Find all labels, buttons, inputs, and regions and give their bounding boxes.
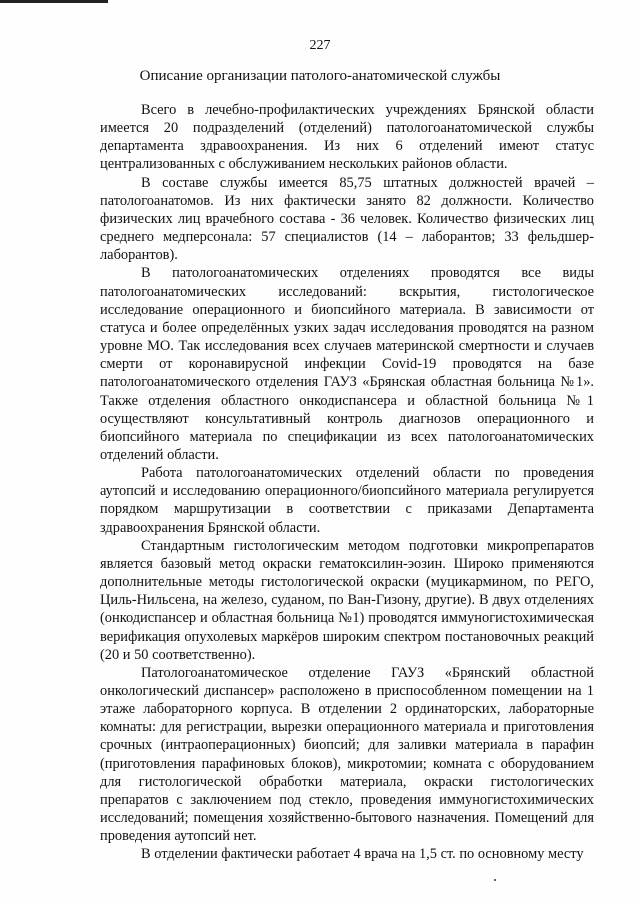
paragraph: В составе службы имеется 85,75 штатных должностей врачей – патологоанатомов. Из них фактически занято 82 должности. Количество физических лиц врачебного состава - 36 человек. Количество физических лиц среднего медперсонала: 57 специалистов (14 – лаборантов; 33 фельдшер-лаборантов). [100, 174, 594, 264]
paragraph: Патологоанатомическое отделение ГАУЗ «Брянский областной онкологический диспансер» расположено в приспособленном помещении на 1 этаже лабораторного корпуса. В отделении 2 ординаторских, лабораторные комнаты: для регистрации, вырезки операционного материала и приготовления срочных (интраоперационных) биопсий; для заливки материала в парафин (приготовления парафиновых блоков), микротомии; комната с оборудованием для гистологической обработки материала, окраски гистологических препаратов с заключением под стекло, проведения иммуногистохимических исследований; помещения хозяйственно-бытового назначения. Помещений для проведения аутопсий нет. [100, 664, 594, 845]
top-edge-rule [0, 0, 108, 3]
paragraph: Всего в лечебно-профилактических учреждениях Брянской области имеется 20 подразделений (отделений) патологоанатомической службы департамента здравоохранения. Из них 6 отделений имеют статус централизованных с обслуживанием нескольких районов области. [100, 102, 594, 173]
paragraph: Работа патологоанатомических отделений области по проведения аутопсий и исследованию операционного/биопсийного материала регулируется порядком маршрутизации в соответствии с приказами Департамента здравоохранения Брянской области. [100, 465, 594, 536]
paragraph: В отделении фактически работает 4 врача на 1,5 ст. по основному месту [141, 846, 584, 863]
document-body [100, 101, 594, 864]
paragraph: Стандартным гистологическим методом подготовки микропрепаратов является базовый метод окраски гематоксилин-эозин. Широко применяются дополнительные методы гистологической окраски (муцикармином, по РЕГО, Циль-Нильсена, на железо, суданом, по Ван-Гизону, другие). В двух отделениях (онкодиспансер и областная больница №1) проводятся иммуногистохимическая верификация опухолевых маркёров широким спектром постановочных реакций (20 и 50 соответственно). [100, 537, 594, 663]
paragraph: В патологоанатомических отделениях проводятся все виды патологоанатомических исследований: вскрытия, гистологическое исследование операционного и биопсийного материала. В зависимости от статуса и более определённых узких задач исследования проводятся на разном уровне МО. Так исследования всех случаев материнской смертности и случаев смерти от коронавирусной инфекции Covid-19 проводятся на базе патологоанатомического отделения ГАУЗ «Брянская областная больница №1». Также отделения областного онкодиспансера и областной больница №1 осуществляют консультативный контроль диагнозов операционного и биопсийного материала по спецификации из всех патологоанатомических отделений области. [100, 265, 594, 463]
page-number: 227 [309, 38, 331, 53]
page-title: Описание организации патолого-анатомической службы [139, 68, 501, 84]
scan-speck [494, 879, 496, 881]
